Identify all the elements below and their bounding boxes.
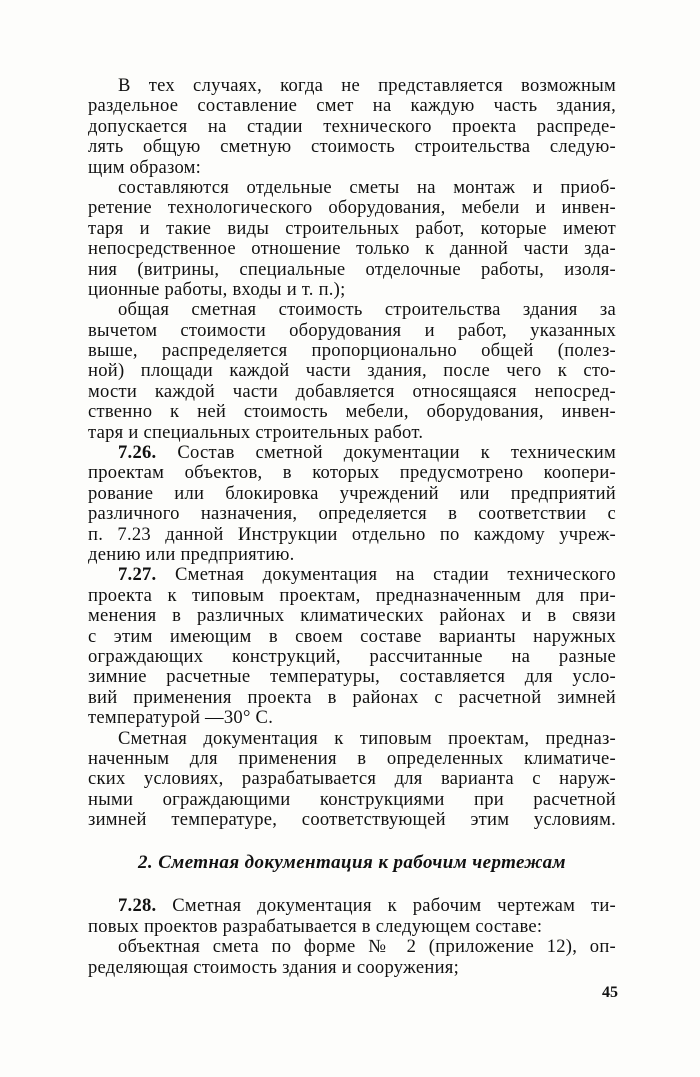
text-line: объектная смета по форме № 2 (приложение 12), оп- — [118, 936, 616, 958]
text-line: таря и специальных строительных работ. — [88, 421, 424, 443]
text-line: вий применения проекта в районах с расчетной зимней — [88, 686, 616, 708]
text-line: таря и такие виды строительных работ, которые имеют — [88, 217, 616, 239]
text-line: температурой —30° С. — [88, 707, 274, 729]
text-line: рование или блокировка учреждений или предприятий — [88, 482, 616, 504]
clause-number: 7.26. — [118, 442, 157, 464]
clause-text: Сметная документация к рабочим чертежам ти- — [172, 895, 616, 917]
text-line: непосредственное отношение только к данной части зда- — [88, 238, 616, 260]
intro-paragraph — [88, 76, 616, 178]
text-line: зимней температуре, соответствующей этим условиям. — [88, 809, 616, 831]
clause-7-28 — [88, 896, 616, 937]
text-line: Сметная документация к типовым проектам, предназ- — [118, 727, 616, 749]
text-line: щим образом: — [88, 156, 202, 178]
text-line: ределяющая стоимость здания и сооружения; — [88, 956, 460, 978]
clause-text: Сметная документация на стадии технического — [175, 564, 616, 586]
text-line: вычетом стоимости оборудования и работ, указанных — [88, 319, 616, 341]
text-line: проекта к типовым проектам, предназначенным для при- — [88, 584, 616, 606]
text-line: ционные работы, входы и т. п.); — [88, 278, 346, 300]
text-line: ских условиях, разрабатывается для варианта с наруж- — [88, 768, 616, 790]
text-line — [88, 443, 616, 463]
text-line — [88, 565, 616, 585]
text-line: проектам объектов, в которых предусмотрено коопери- — [88, 462, 616, 484]
list-item-cost-distribution — [88, 300, 616, 443]
text-line: зимние расчетные температуры, составляется для усло- — [88, 666, 616, 688]
clause-number: 7.27. — [118, 564, 157, 586]
text-line: менения в различных климатических районах и в связи — [88, 605, 616, 627]
clause-text: Состав сметной документации к техническим — [177, 442, 616, 464]
list-item-equipment-estimates — [88, 178, 616, 300]
clause-7-26 — [88, 443, 616, 565]
text-line: с этим имеющим в своем составе варианты наружных — [88, 625, 616, 647]
text-line: наченным для применения в определенных климатиче- — [88, 747, 616, 769]
page-number: 45 — [602, 984, 618, 1001]
text-line: выше, распределяется пропорционально общей (полез- — [88, 340, 616, 362]
text-line: повых проектов разрабатывается в следующем составе: — [88, 915, 543, 937]
text-line: общая сметная стоимость строительства здания за — [118, 299, 616, 321]
text-line: ния (витрины, специальные отделочные работы, изоля- — [88, 258, 616, 280]
text-line: ственно к ней стоимость мебели, оборудования, инвен- — [88, 401, 616, 423]
clause-number: 7.28. — [118, 895, 157, 917]
text-line: допускается на стадии технического проекта распреде- — [88, 115, 616, 137]
text-line: дению или предприятию. — [88, 543, 295, 565]
text-line: п. 7.23 данной Инструкции отдельно по каждому учреж- — [88, 523, 616, 545]
text-line: ретение технологического оборудования, мебели и инвен- — [88, 197, 616, 219]
text-line: мости каждой части добавляется относящаяся непосред- — [88, 380, 616, 402]
text-line: ограждающих конструкций, рассчитанные на разные — [88, 645, 616, 667]
text-line — [88, 896, 616, 916]
text-line: В тех случаях, когда не представляется возможным — [118, 75, 616, 96]
section-heading: 2. Сметная документация к рабочим чертежам — [138, 852, 566, 874]
text-line: лять общую сметную стоимость строительства следую- — [88, 136, 616, 158]
text-line: ными ограждающими конструкциями при расчетной — [88, 788, 616, 810]
text-line: раздельное составление смет на каждую часть здания, — [88, 95, 616, 117]
clause-7-27 — [88, 565, 616, 728]
text-line: ной) площади каждой части здания, после чего к сто- — [88, 360, 616, 382]
clause-7-27-paragraph-2 — [88, 729, 616, 831]
text-line: различного назначения, определяется в соответствии с — [88, 503, 616, 525]
text-line: составляются отдельные сметы на монтаж и приоб- — [118, 176, 616, 198]
list-item-object-estimate — [88, 937, 616, 978]
body-text — [88, 76, 616, 978]
